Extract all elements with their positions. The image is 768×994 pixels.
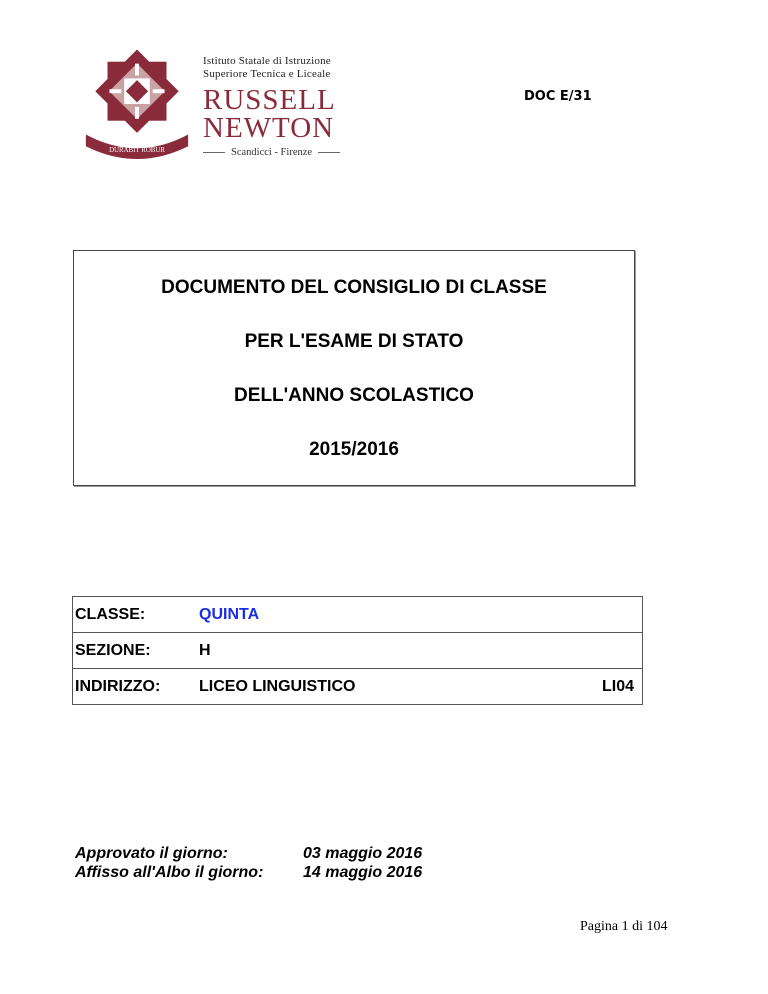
divider — [318, 152, 340, 153]
school-logo — [78, 44, 196, 162]
section-label: SEZIONE: — [73, 633, 200, 669]
track-value: LICEO LINGUISTICO — [199, 669, 551, 705]
title-line-4: 2015/2016 — [309, 439, 399, 460]
logo-motto-1: COLLECTUM — [115, 139, 159, 147]
school-location — [203, 147, 353, 158]
title-box — [73, 250, 635, 486]
title-line-2: PER L'ESAME DI STATO — [244, 331, 464, 352]
title-line-1: DOCUMENTO DEL CONSIGLIO DI CLASSE — [161, 277, 547, 298]
section-code — [551, 633, 642, 669]
table-row — [73, 633, 643, 669]
institute-heading — [203, 55, 353, 158]
track-label: INDIRIZZO: — [73, 669, 200, 705]
class-info-table — [72, 596, 643, 705]
approved-label: Approvato il giorno: — [75, 845, 228, 862]
class-code — [551, 597, 642, 633]
table-row — [73, 669, 643, 705]
track-code: LI04 — [551, 669, 642, 705]
doc-reference: DOC E/31 — [524, 89, 592, 104]
approved-row — [75, 844, 422, 863]
school-name-2: NEWTON — [203, 112, 335, 144]
approval-block — [75, 844, 422, 882]
institute-line-2: Superiore Tecnica e Liceale — [203, 68, 331, 80]
institute-line-1: Istituto Statale di Istruzione — [203, 55, 331, 67]
divider — [203, 152, 225, 153]
approved-date: 03 maggio 2016 — [303, 845, 423, 862]
class-value: QUINTA — [199, 597, 551, 633]
school-name-1: RUSSELL — [203, 84, 336, 116]
logo-motto-2: DURABIT ROBUR — [109, 147, 165, 155]
section-value: H — [199, 633, 551, 669]
class-label: CLASSE: — [73, 597, 200, 633]
location-text: Scandicci - Firenze — [231, 147, 313, 158]
title-line-3: DELL'ANNO SCOLASTICO — [234, 385, 474, 406]
table-row — [73, 597, 643, 633]
posted-date: 14 maggio 2016 — [303, 864, 423, 881]
posted-label: Affisso all'Albo il giorno: — [75, 864, 264, 881]
page-number: Pagina 1 di 104 — [580, 919, 668, 934]
posted-row — [75, 863, 422, 882]
